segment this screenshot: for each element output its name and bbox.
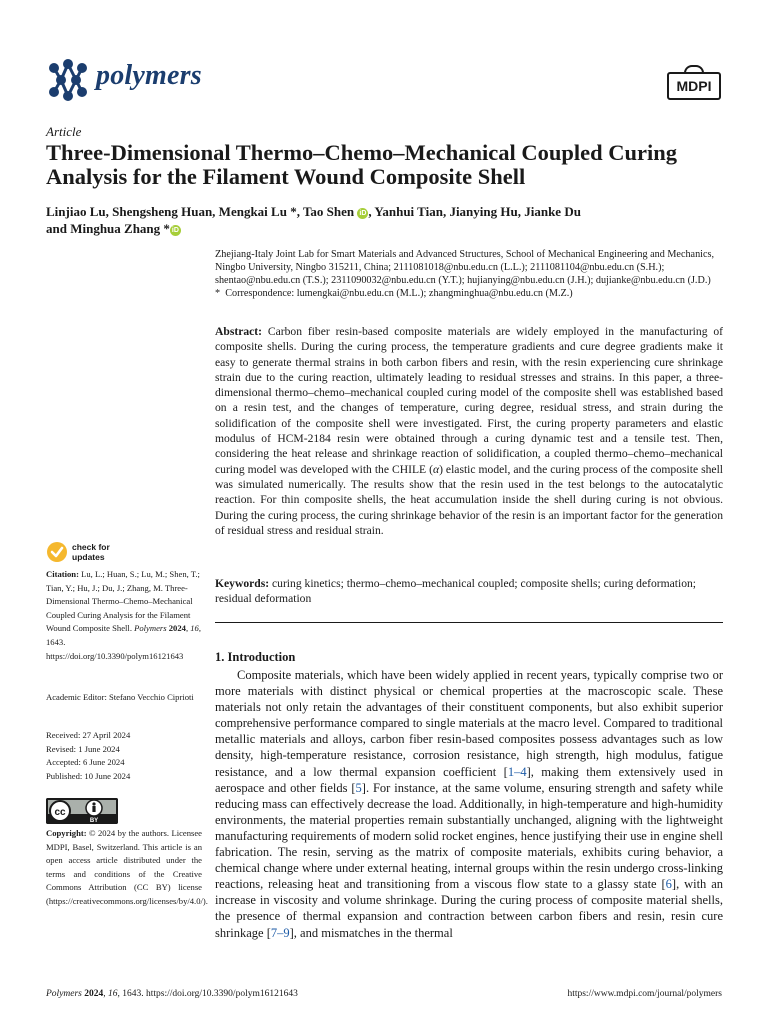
footer-journal: Polymers bbox=[46, 989, 82, 999]
copyright-label: Copyright: bbox=[46, 828, 87, 838]
footer-journal-url[interactable]: https://www.mdpi.com/journal/polymers bbox=[567, 989, 722, 999]
journal-name: polymers bbox=[96, 60, 202, 91]
check-updates-icon bbox=[46, 541, 68, 563]
date-published: Published: 10 June 2024 bbox=[46, 770, 131, 781]
abstract-label: Abstract: bbox=[215, 325, 263, 338]
citation-volume: 16 bbox=[190, 623, 199, 634]
copyright-notice bbox=[46, 827, 208, 909]
date-revised: Revised: 1 June 2024 bbox=[46, 743, 120, 754]
abstract-text: Carbon fiber resin-based composite materials are widely employed in the manufacturing of composite shells. During the curing process, the temperature gradients and cure degree gradients make it easy to generate thermal strains in both carbon fibers and resin, with the resin experiencing cure shrinkage strain due to the curing reaction, ultimately leading to residual stresses and strains. In this paper, a three-dimensional thermo–chemo–mechanical coupled curing model of the composite shell was established based on a resin test, and the changes of temperature, curing degree, residual stress, and strain during the solidification of the composite shell were investigated. First, the curing property parameters and elastic modulus of HCM-2184 resin were obtained through a curing dynamic test and a tensile test. Then, considering the heat release and shrinkage reaction of solidification, a coupled thermo–chemo–mechanical curing model was developed with the CHILE ( bbox=[215, 325, 723, 476]
citation-link[interactable]: 5 bbox=[355, 780, 362, 795]
section-heading: 1. Introduction bbox=[215, 650, 296, 664]
correspondence bbox=[215, 287, 727, 300]
orcid-icon[interactable]: iD bbox=[359, 210, 367, 217]
affiliation bbox=[215, 248, 727, 300]
abstract-alpha: α bbox=[432, 462, 440, 476]
keywords bbox=[215, 576, 723, 607]
authors-line2: and Minghua Zhang * bbox=[46, 221, 170, 236]
correspondence-text: Correspondence: lumengkai@nbu.edu.cn (M.L.); zhangminghua@nbu.edu.cn (M.Z.) bbox=[225, 288, 573, 299]
citation-journal: Polymers bbox=[134, 623, 167, 634]
footer-volume: 16 bbox=[108, 989, 118, 999]
affiliation-line: Ningbo University, Ningbo 315211, China; 2111081018@nbu.edu.cn (L.L.); 2111081104@nbu.edu.cn (S.H.); bbox=[215, 262, 665, 273]
intro-text: ]. For instance, at the same volume, ensuring strength and safety while reducing mass can effectively decrease the load. Additionally, in high-temperature and high-humidity environments, the material properties remain substantially unchanged, aligning with the lightweight manufacturing requirements of modern solid rocket engines, hence justifying their use in engine shell fabrication. The resin, serving as the matrix of composite materials, exhibits curing behavior, a chemical change where under external heating, internal groups within the resin undergo cross-linking reactions, releasing heat and transitioning from a viscous flow state to a glassy state [ bbox=[215, 780, 724, 892]
academic-editor: Academic Editor: Stefano Vecchio Ciprioti bbox=[46, 692, 194, 702]
author-list bbox=[46, 203, 726, 237]
date-received: Received: 27 April 2024 bbox=[46, 730, 131, 740]
authors-line1-part1: Linjiao Lu, Shengsheng Huan, Mengkai Lu *, Tao Shen bbox=[46, 204, 355, 219]
footer-citation: Polymers 2024, 16, 1643. https://doi.org/10.3390/polym16121643 bbox=[46, 989, 298, 999]
svg-text:cc: cc bbox=[54, 807, 66, 818]
paper-title: Three-Dimensional Thermo–Chemo–Mechanical Coupled Curing Analysis for the Filament Wound Composite Shell bbox=[46, 140, 678, 189]
citation-link[interactable]: 7–9 bbox=[270, 925, 290, 940]
citation-text: Lu, L.; Huan, S.; Lu, M.; Shen, T.; Tian, Y.; Hu, J.; Du, J.; Zhang, M. Three-Dimensional Thermo–Chemo–Mechanical Coupled Curing Analysis for the Filament Wound Composite Shell. bbox=[46, 569, 200, 634]
affiliation-line: shentao@nbu.edu.cn (T.S.); 2311090032@nbu.edu.cn (Y.T.); hujianying@nbu.edu.cn (J.H.); dujianke@nbu.edu.cn (J.D.) bbox=[215, 275, 711, 286]
authors-line1-part2: , Yanhui Tian, Jianying Hu, Jianke Du bbox=[368, 204, 581, 219]
check-for-updates-button[interactable] bbox=[46, 541, 166, 565]
polymers-logo-icon bbox=[46, 58, 90, 102]
mdpi-logo: MDPI bbox=[667, 72, 721, 100]
intro-text: Composite materials, which have been widely applied in recent years, typically comprise two or more materials with distinct physical or chemical properties at the macroscopic scale. These materials not only retain the advantages of their constituent components, but also exhibit superior comprehensive performance compared to single materials at the macro level. Compared to traditional metallic materials and alloys, carbon fiber resin-based composites possess advantages such as low density, high-temperature resistance, corrosion resistance, high strength, high modulus, fatigue resistance, and a low thermal expansion coefficient [ bbox=[215, 668, 723, 779]
abstract-text: ) elastic model, and the curing process of the composite shell was simulated numerically. The results show that the resin used in the test belongs to the autocatalytic reaction. For thin composite shells, the heat accumulation inside the shell during curing is not obvious. During the curing process, the curing shrinkage behavior of the resin is an important factor for the generation of residual stress and residual strain. bbox=[215, 462, 724, 537]
citation-block: Citation: Lu, L.; Huan, S.; Lu, M.; Shen, T.; Tian, Y.; Hu, J.; Du, J.; Zhang, M. Three-Dimensional Thermo–Chemo–Mechanical Coupled Curing Analysis for the Filament Wound Composite Shell. Polymers 2024, 16, 1643. https://doi.org/10.3390/polym16121643 bbox=[46, 569, 201, 661]
intro-text: ], with an increase in viscosity and volume shrinkage. During the curing process of composite material shells, the presence of thermal expansion and contraction between carbon fibers and resin, resin cure shrinkage [ bbox=[215, 877, 723, 940]
check-updates-label bbox=[72, 542, 110, 562]
footer-year: 2024 bbox=[84, 989, 104, 999]
section-divider bbox=[215, 622, 723, 623]
abstract bbox=[215, 324, 723, 538]
intro-paragraph bbox=[215, 667, 723, 941]
article-type: Article bbox=[46, 124, 82, 139]
correspondence-mark: * bbox=[215, 288, 221, 299]
copyright-text: © 2024 by the authors. Licensee MDPI, Basel, Switzerland. This article is an open access article distributed under the terms and conditions of the Creative Commons Attribution (CC BY) license (https://creativecommons.org/licenses/by/4.0/). bbox=[46, 828, 208, 906]
citation-rest: , 1643. https://doi.org/10.3390/polym16121643 bbox=[46, 623, 201, 661]
history-dates bbox=[46, 729, 202, 783]
check-updates-line: check for bbox=[72, 542, 110, 552]
cc-by-label: BY bbox=[89, 818, 99, 824]
citation-label: Citation: bbox=[46, 569, 79, 579]
keywords-text: curing kinetics; thermo–chemo–mechanical coupled; composite shells; curing deformation; residual deformation bbox=[215, 577, 697, 606]
check-updates-line: updates bbox=[72, 552, 105, 562]
footer-doi[interactable]: , 1643. https://doi.org/10.3390/polym16121643 bbox=[117, 989, 298, 999]
cc-by-license-icon[interactable] bbox=[46, 798, 118, 824]
date-accepted: Accepted: 6 June 2024 bbox=[46, 757, 125, 768]
intro-text: ], making them extensively used in aerospace and other fields [ bbox=[215, 764, 723, 795]
orcid-icon[interactable]: iD bbox=[171, 227, 179, 234]
keywords-label: Keywords: bbox=[215, 577, 270, 590]
citation-link[interactable]: 1–4 bbox=[507, 764, 527, 779]
citation-year: 2024 bbox=[168, 623, 186, 634]
intro-text: ], and mismatches in the thermal bbox=[289, 925, 453, 940]
affiliation-line: Zhejiang-Italy Joint Lab for Smart Materials and Advanced Structures, School of Mechanical Engineering and Mechanics, bbox=[215, 249, 715, 260]
citation-link[interactable]: 6 bbox=[665, 877, 672, 892]
